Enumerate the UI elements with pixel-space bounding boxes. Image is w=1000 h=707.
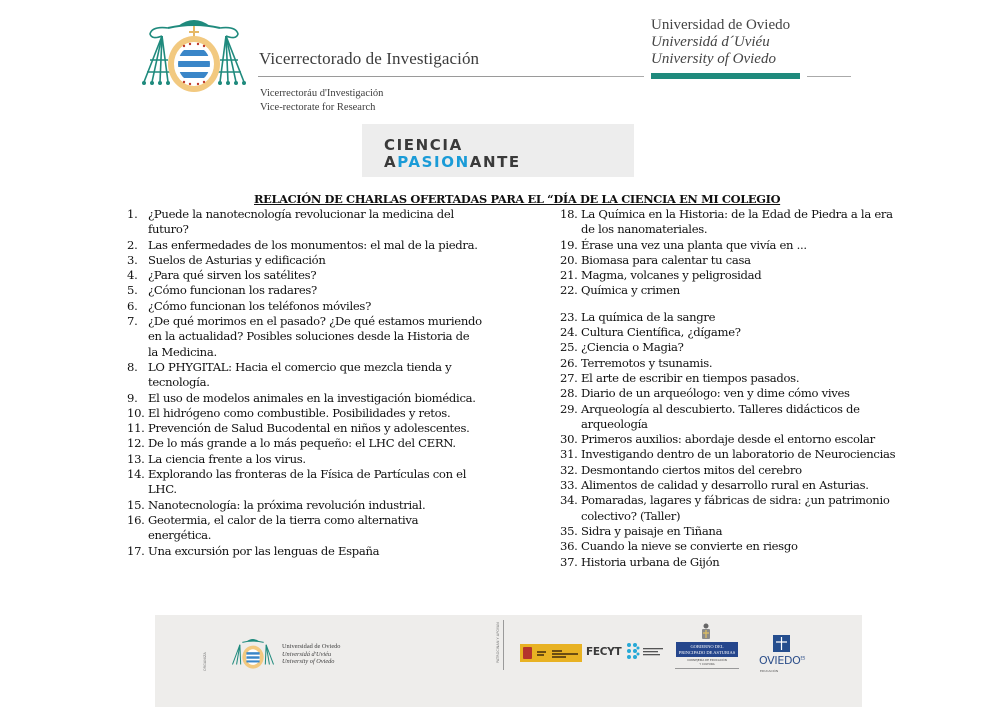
item-text: Desmontando ciertos mitos del cerebro — [581, 462, 802, 477]
logo-text-bar — [537, 651, 546, 653]
list-item — [560, 402, 905, 433]
list-item — [560, 253, 905, 268]
item-text: Arqueología al descubierto. Talleres didácticos de arqueología — [581, 401, 860, 431]
banner-prefix: A — [384, 153, 398, 171]
list-item — [127, 299, 482, 314]
list-item — [560, 478, 905, 493]
item-number: 22. — [560, 283, 578, 298]
university-rule-left — [600, 76, 644, 77]
item-text: ¿Ciencia o Magia? — [581, 340, 684, 355]
item-number: 31. — [560, 447, 578, 462]
item-number: 37. — [560, 554, 578, 569]
item-number: 10. — [127, 405, 145, 420]
list-item — [127, 238, 482, 253]
oviedo-educacion-logo — [759, 654, 805, 667]
sponsors-footer — [155, 615, 862, 707]
university-accent-bar — [651, 73, 800, 79]
fecyt-tagline — [643, 648, 663, 656]
list-item — [560, 386, 905, 401]
item-number: 7. — [127, 314, 138, 329]
list-item — [127, 391, 482, 406]
item-text: Érase una vez una planta que vivía en ... — [581, 237, 807, 252]
item-number: 1. — [127, 207, 138, 221]
item-text: Alimentos de calidad y desarrollo rural en Asturias. — [581, 478, 869, 493]
list-item — [560, 493, 905, 524]
item-text: Magma, volcanes y peligrosidad — [581, 268, 762, 283]
list-item — [560, 432, 905, 447]
item-number: 29. — [560, 401, 578, 416]
item-text: Diario de un arqueólogo: ven y dime cómo vives — [581, 386, 850, 401]
logo-text-bar — [537, 654, 544, 656]
university-name-spanish: Universidad de Oviedo — [651, 17, 791, 33]
item-text: ¿De qué morimos en el pasado? ¿De qué estamos muriendo en la actualidad? Posibles soluciones desde la Historia de la Medicina. — [148, 314, 482, 359]
list-item — [560, 539, 905, 554]
item-number: 11. — [127, 421, 145, 436]
item-number: 30. — [560, 432, 578, 447]
asturias-crest-icon — [700, 623, 712, 640]
list-item — [127, 544, 482, 559]
item-number: 24. — [560, 325, 578, 340]
item-number: 9. — [127, 390, 138, 405]
list-item — [127, 452, 482, 467]
item-text: Explorando las fronteras de la Física de Partículas con el LHC. — [148, 467, 467, 497]
footer-divider — [503, 620, 504, 670]
item-text: Geotermia, el calor de la tierra como alternativa energética. — [148, 512, 419, 543]
list-item — [127, 498, 482, 513]
university-name-asturian: Universidá d´Uviéu — [651, 34, 770, 50]
banner-line-2 — [384, 154, 521, 171]
gobierno-line-1: GOBIERNO DEL — [690, 644, 724, 649]
item-text: Una excursión por las lenguas de España — [148, 543, 380, 558]
item-number: 32. — [560, 462, 578, 477]
list-item — [560, 447, 905, 462]
item-number: 16. — [127, 512, 145, 527]
ministerio-logo — [520, 644, 582, 662]
list-item — [560, 325, 905, 340]
item-text: Investigando dentro de un laboratorio de Neurociencias — [581, 447, 896, 462]
item-text: La química de la sangre — [581, 309, 716, 324]
university-rule-right — [807, 76, 851, 77]
item-text: Biomasa para calentar tu casa — [581, 252, 751, 267]
footer-university-asturian: Universidá d'Uviéu — [282, 650, 332, 658]
list-item — [127, 436, 482, 451]
item-number: 14. — [127, 467, 145, 482]
item-text: La Química en la Historia: de la Edad de Piedra a la era de los nanomateriales. — [581, 207, 893, 237]
item-text: Prevención de Salud Bucodental en niños y adolescentes. — [148, 421, 470, 436]
vicerrectorado-title: Vicerrectorado de Investigación — [259, 49, 480, 68]
item-text: El hidrógeno como combustible. Posibilidades y retos. — [148, 405, 451, 420]
list-item — [560, 356, 905, 371]
item-number: 13. — [127, 451, 145, 466]
list-item — [560, 283, 905, 298]
fecyt-network-icon — [626, 642, 640, 662]
item-text: La ciencia frente a los virus. — [148, 451, 306, 466]
item-number: 2. — [127, 237, 138, 252]
item-number: 4. — [127, 268, 138, 283]
banner-line-1: CIENCIA — [384, 136, 463, 154]
list-item — [127, 421, 482, 436]
oviedo-cross-icon — [773, 635, 790, 652]
item-number: 8. — [127, 359, 138, 374]
item-text: Sidra y paisaje en Tiñana — [581, 523, 723, 538]
item-text: ¿Para qué sirven los satélites? — [148, 268, 317, 283]
item-number: 21. — [560, 268, 578, 283]
item-text: Las enfermedades de los monumentos: el mal de la piedra. — [148, 237, 478, 252]
item-number: 27. — [560, 370, 578, 385]
item-text: Historia urbana de Gijón — [581, 554, 720, 569]
consejeria-line-2: Y CULTURA — [699, 661, 715, 666]
list-item — [127, 283, 482, 298]
item-text: De lo más grande a lo más pequeño: el LHC del CERN. — [148, 436, 456, 451]
university-name-english: University of Oviedo — [651, 51, 776, 67]
consejeria-line-1: CONSEJERÍA DE EDUCACIÓN — [687, 658, 727, 662]
item-text: El uso de modelos animales en la investigación biomédica. — [148, 390, 476, 405]
item-number: 15. — [127, 497, 145, 512]
university-crest-logo — [138, 12, 250, 96]
gobierno-asturias-logo — [676, 642, 738, 657]
item-number: 6. — [127, 298, 138, 313]
item-number: 20. — [560, 252, 578, 267]
item-number: 36. — [560, 539, 578, 554]
oviedo-name: OVIEDO — [759, 654, 801, 667]
list-item — [127, 314, 482, 360]
item-number: 28. — [560, 386, 578, 401]
item-number: 25. — [560, 340, 578, 355]
list-item — [127, 467, 482, 498]
item-text: ¿Puede la nanotecnología revolucionar la medicina del futuro? — [148, 207, 454, 237]
item-number: 34. — [560, 493, 578, 508]
document-title: RELACIÓN DE CHARLAS OFERTADAS PARA EL “DÍA DE LA CIENCIA EN MI COLEGIO — [254, 192, 781, 206]
item-text: LO PHYGITAL: Hacia el comercio que mezcla tienda y tecnología. — [148, 359, 452, 390]
oviedo-sup: ES — [800, 655, 805, 661]
item-text: Primeros auxilios: abordaje desde el entorno escolar — [581, 432, 875, 447]
spain-coat-of-arms-icon — [523, 647, 532, 659]
gobierno-consejeria — [676, 659, 738, 666]
organiza-label: ORGANIZA — [203, 652, 207, 671]
gobierno-line-2: PRINCIPADO DE ASTURIAS — [678, 649, 736, 655]
item-number: 17. — [127, 543, 145, 558]
item-text: Cultura Científica, ¿dígame? — [581, 325, 741, 340]
list-item — [127, 406, 482, 421]
talks-list-column-1 — [127, 207, 482, 559]
list-item — [127, 207, 482, 238]
item-number: 26. — [560, 355, 578, 370]
footer-university-crest-logo — [230, 634, 276, 672]
item-number: 23. — [560, 309, 578, 324]
list-item — [560, 463, 905, 478]
item-number: 18. — [560, 207, 578, 221]
ciencia-apasionante-banner — [362, 124, 634, 177]
footer-university-english: University of Oviedo — [282, 658, 335, 665]
item-text: Pomaradas, lagares y fábricas de sidra: ¿un patrimonio colectivo? (Taller) — [581, 493, 890, 523]
item-text: Nanotecnología: la próxima revolución industrial. — [148, 497, 426, 512]
fecyt-logo-text: FECYT — [586, 646, 622, 658]
item-text: ¿Cómo funcionan los radares? — [148, 283, 317, 298]
list-item — [560, 207, 905, 238]
vicerrectorado-english: Vice-rectorate for Research — [260, 102, 376, 113]
gobierno-rule — [675, 668, 739, 669]
list-item — [560, 268, 905, 283]
list-item — [127, 360, 482, 391]
footer-university-spanish: Universidad de Oviedo — [282, 643, 341, 650]
item-number: 35. — [560, 523, 578, 538]
talks-list-column-2 — [560, 207, 905, 570]
vicerrectorado-asturian: Vicerrectoráu d'Investigación — [260, 88, 384, 99]
list-item — [560, 340, 905, 355]
item-number: 33. — [560, 478, 578, 493]
header-divider — [258, 76, 643, 77]
item-text: ¿Cómo funcionan los teléfonos móviles? — [148, 298, 371, 313]
banner-highlight: PASION — [397, 153, 470, 171]
list-item — [560, 310, 905, 325]
banner-suffix: ANTE — [469, 153, 521, 171]
list-item — [127, 268, 482, 283]
list-item — [560, 524, 905, 539]
logo-text-bar — [552, 653, 578, 655]
item-number: 3. — [127, 252, 138, 267]
item-text: Química y crimen — [581, 283, 680, 298]
list-item — [560, 555, 905, 570]
item-text: El arte de escribir en tiempos pasados. — [581, 370, 800, 385]
logo-text-bar — [552, 656, 566, 658]
logo-text-bar — [552, 650, 562, 652]
item-text: Suelos de Asturias y edificación — [148, 252, 326, 267]
patrocinan-label: PATROCINAN Y APOYAN — [496, 622, 500, 663]
oviedo-educacion-label: EDUCACIÓN — [760, 669, 779, 673]
list-item — [127, 513, 482, 544]
item-number: 12. — [127, 436, 145, 451]
item-text: Terremotos y tsunamis. — [581, 355, 713, 370]
item-number: 19. — [560, 237, 578, 252]
item-text: Cuando la nieve se convierte en riesgo — [581, 539, 798, 554]
list-item — [560, 238, 905, 253]
item-number: 5. — [127, 283, 138, 298]
list-item — [560, 371, 905, 386]
list-item — [127, 253, 482, 268]
